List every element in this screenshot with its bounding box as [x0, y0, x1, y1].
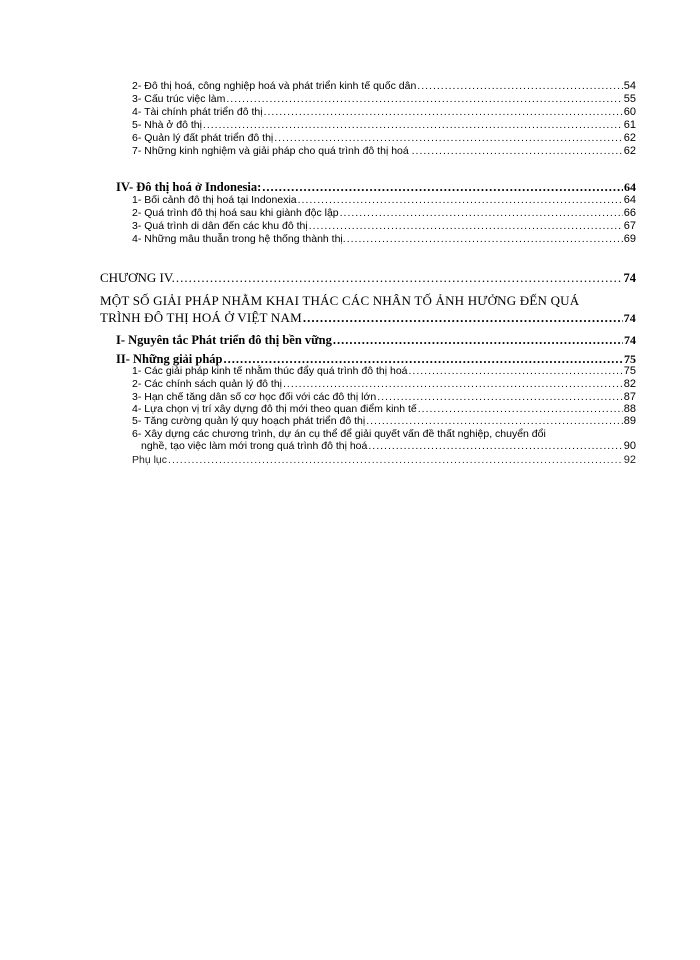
wrapped-entry-line2: nghề, tạo việc làm mới trong quá trình đô thị hoá — [141, 440, 368, 452]
toc-entry-title: 1- Bối cảnh đô thị hoá tại Indonexia — [132, 194, 297, 206]
dot-leader — [416, 145, 623, 158]
toc-entry[interactable] — [132, 233, 636, 246]
toc-section-indonesia[interactable] — [116, 180, 636, 195]
toc-entry-title: 5- Tăng cường quản lý quy hoạch phát triển đô thị — [132, 415, 366, 427]
toc-entry-page: 75 — [623, 365, 636, 377]
toc-entry[interactable] — [132, 106, 636, 119]
toc-entry-page: 92 — [623, 454, 636, 466]
dot-leader — [417, 80, 622, 93]
toc-entry-title: 4- Lựa chọn vị trí xây dựng đô thị mới theo quan điểm kinh tế — [132, 403, 417, 415]
toc-entry-title: 3- Cấu trúc việc làm — [132, 93, 226, 105]
toc-entry[interactable] — [132, 119, 636, 132]
toc-chapter-heading[interactable] — [100, 292, 636, 327]
chapter-heading-line2-row — [100, 309, 636, 327]
dot-leader — [347, 233, 623, 246]
dot-leader — [303, 309, 623, 326]
toc-entry-page: 87 — [623, 391, 636, 403]
toc-entry-page: 67 — [623, 220, 636, 232]
toc-entry[interactable] — [132, 415, 636, 428]
toc-section-page: 64 — [624, 180, 636, 194]
toc-entry-title: 5- Nhà ở đô thị — [132, 119, 202, 131]
toc-entry-wrapped[interactable] — [132, 428, 636, 452]
dot-leader — [274, 132, 622, 145]
toc-entry-page: 89 — [623, 415, 636, 427]
toc-entry-title: 7- Những kinh nghiệm và giải pháp cho quá trình đô thị hoá . — [132, 145, 415, 157]
dot-leader — [168, 454, 623, 467]
toc-entry-title: Phụ lục — [132, 454, 168, 466]
dot-leader — [333, 333, 623, 348]
toc-entry-title: 2- Quá trình đô thị hoá sau khi giành độc lập — [132, 207, 339, 219]
toc-section-page: 75 — [624, 352, 636, 366]
toc-entry[interactable] — [132, 194, 636, 207]
dot-leader — [264, 106, 623, 119]
dot-leader — [366, 415, 623, 428]
wrapped-entry-page: 90 — [623, 440, 636, 452]
dot-leader — [309, 220, 623, 233]
toc-chapter-page: 74 — [623, 271, 636, 285]
chapter-heading-page: 74 — [623, 311, 636, 325]
toc-entry-title: 2- Đô thị hoá, công nghiệp hoá và phát triển kinh tế quốc dân — [132, 80, 417, 92]
dot-leader — [262, 180, 623, 195]
toc-entry-page: 82 — [623, 378, 636, 390]
toc-chapter-iv[interactable] — [100, 270, 636, 286]
toc-entry-title: 2- Các chính sách quản lý đô thị — [132, 378, 283, 390]
wrapped-entry-line2-row — [132, 440, 636, 452]
toc-entry-title: 3- Quá trình di dân đến các khu đô thị — [132, 220, 308, 232]
wrapped-entry-line1: 6- Xây dựng các chương trình, dự án cụ thể để giải quyết vấn đề thất nghiệp, chuyển đổi — [132, 428, 546, 440]
toc-entry-title: 6- Quản lý đất phát triển đô thị — [132, 132, 274, 144]
dot-leader — [176, 270, 623, 286]
dot-leader — [226, 93, 622, 106]
toc-section-title: IV- Đô thị hoá ở Indonesia: — [116, 180, 262, 194]
toc-entry[interactable] — [132, 220, 636, 233]
toc-entry-page: 88 — [623, 403, 636, 415]
toc-entry-page: 64 — [623, 194, 636, 206]
dot-leader — [298, 194, 623, 207]
toc-entry-page: 61 — [623, 119, 636, 131]
toc-entry[interactable] — [132, 365, 636, 378]
toc-entry-title: 3- Hạn chế tăng dân số cơ học đối với các đô thị lớn — [132, 391, 377, 403]
chapter-heading-line2: TRÌNH ĐÔ THỊ HOÁ Ở VIỆT NAM — [100, 310, 302, 325]
dot-leader — [283, 378, 623, 391]
toc-entry[interactable] — [132, 378, 636, 391]
toc-section-principles[interactable] — [116, 333, 636, 348]
dot-leader — [340, 207, 623, 220]
toc-entry-title: 4- Những mâu thuẫn trong hệ thống thành thị. — [132, 233, 346, 245]
toc-entry[interactable] — [132, 80, 636, 93]
toc-entry-page: 60 — [623, 106, 636, 118]
toc-entry[interactable] — [132, 132, 636, 145]
chapter-heading-line1: MỘT SỐ GIẢI PHÁP NHẰM KHAI THÁC CÁC NHÂN TỐ ẢNH HƯỞNG ĐẾN QUÁ — [100, 293, 580, 308]
toc-entry[interactable] — [132, 93, 636, 106]
toc-entry-page: 62 — [623, 145, 636, 157]
toc-entry-page: 69 — [623, 233, 636, 245]
toc-entry-page: 62 — [623, 132, 636, 144]
toc-entry[interactable] — [132, 207, 636, 220]
dot-leader — [368, 440, 622, 452]
toc-chapter-title: CHƯƠNG IV. — [100, 270, 175, 285]
toc-entry-page: 66 — [623, 207, 636, 219]
toc-entry-title: 1- Các giải pháp kinh tế nhằm thúc đẩy quá trình đô thị hoá — [132, 365, 408, 377]
dot-leader — [203, 119, 623, 132]
toc-entry-page: 54 — [623, 80, 636, 92]
toc-entry[interactable] — [132, 145, 636, 158]
toc-section-title: II- Những giải pháp — [116, 352, 223, 366]
toc-entry-title: 4- Tài chính phát triển đô thị — [132, 106, 263, 118]
toc-section-page: 74 — [624, 333, 636, 347]
toc-entry-page: 55 — [623, 93, 636, 105]
dot-leader — [409, 365, 623, 378]
toc-section-title: I- Nguyên tắc Phát triển đô thị bền vững — [116, 333, 332, 347]
toc-entry-appendix[interactable] — [132, 454, 636, 467]
